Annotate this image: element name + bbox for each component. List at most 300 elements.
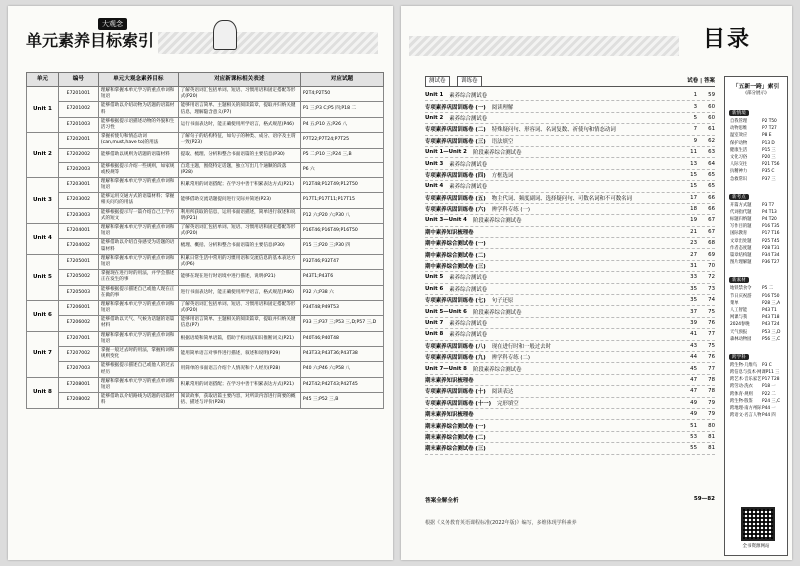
index-item-ref: P44 一 — [762, 406, 776, 411]
toc-paper-page: 39 — [690, 320, 697, 326]
toc-entry-label: 专项素养巩固训练卷 (五) — [425, 195, 486, 202]
toc-answer-page: 59 — [708, 92, 715, 99]
toc-paper-page: 5 — [693, 114, 697, 121]
toc-entry[interactable] — [425, 443, 715, 454]
qr-caption: 全书资源网站 — [742, 544, 770, 549]
items-cell: P43T1;P43T6 — [300, 270, 383, 285]
goal-cell: 理解和掌握本单元学习的重点单词和短语 — [98, 300, 178, 315]
toc-paper-page: 35 — [690, 297, 697, 304]
toc-entry[interactable] — [425, 409, 715, 420]
toc-entry[interactable] — [425, 101, 715, 112]
index-item — [725, 125, 787, 132]
toc-entry-label: Unit 5—Unit 6 — [425, 308, 467, 315]
toc-entry-label: Unit 1—Unit 2 — [425, 149, 467, 156]
unit-cell: Unit 8 — [27, 377, 59, 408]
toc-entry-title: 阅读表达 — [491, 389, 514, 396]
index-item-name: 菜单 — [730, 300, 739, 306]
toc-entry-label: Unit 6 — [425, 285, 444, 292]
code-cell: E7204002 — [58, 239, 98, 254]
index-item-name: 森林动物园 — [730, 336, 752, 342]
index-item-ref: P28 三,A — [762, 300, 781, 306]
index-item-name: 急救常识 — [730, 176, 748, 182]
goal-cell: 能够根据提示描述自己或他人的过去经历 — [98, 362, 178, 377]
index-item — [725, 398, 787, 405]
toc-answer-page: 74 — [708, 297, 715, 304]
toc-paper-page: 7 — [693, 126, 697, 133]
toc-entry-label: 专项素养巩固训练卷 (九) — [425, 355, 486, 362]
index-item-name: 人际交往 — [730, 162, 748, 168]
index-item — [725, 147, 787, 154]
index-item — [725, 132, 787, 139]
index-item-ref: P36 T27 — [762, 260, 780, 266]
table-row — [27, 193, 384, 208]
toc-entry-title: 素养综合测试卷 — [449, 286, 488, 293]
toc-entry-label: Unit 1 — [425, 92, 444, 99]
toc-answer-page: 65 — [708, 183, 715, 190]
goal-cell: 理解和掌握本单元学习的重点单词和短语 — [98, 224, 178, 239]
table-row — [27, 285, 384, 300]
index-item-name: 跨艺术·音乐家艺 — [730, 377, 762, 383]
index-item-ref: P5 二 — [762, 286, 773, 292]
goal-cell: 理解和掌握本单元学习的重点单词和短语 — [98, 377, 178, 392]
index-item — [725, 285, 787, 292]
index-item-ref: P17 T16 — [762, 231, 780, 237]
index-item-name: 跨地理·南方州际 — [730, 406, 762, 411]
toc-entry[interactable] — [425, 386, 715, 397]
toc-entry-label: Unit 2 — [425, 114, 444, 121]
toc-entry-label: 期中素养知识梳理卷 — [425, 229, 474, 236]
standard-cell: 用简单的书面语言介绍个人情况和个人经历(P28) — [178, 362, 300, 377]
index-item-name: 跨语文·名言人物 — [730, 413, 762, 419]
index-item — [725, 307, 787, 314]
toc-answer-page: 76 — [708, 320, 715, 326]
index-item-ref: P24 三,C — [762, 398, 781, 404]
toc-paper-page: 15 — [690, 183, 697, 190]
index-item-ref: P28 T31 — [762, 245, 780, 251]
toc-paper-page: 53 — [690, 433, 697, 440]
toc-entry-label: 专项素养巩固训练卷 (一) — [425, 104, 486, 111]
toc-entry[interactable] — [425, 295, 715, 306]
index-item — [725, 329, 787, 336]
items-cell: P33 三;P37 三;P53 三,D;P57 三,D — [300, 316, 383, 331]
index-item-name: 作者态度题 — [730, 245, 752, 251]
standard-cell: 积累常用的词语搭配；在学习中善于积累表达方式(P21) — [178, 177, 300, 192]
items-cell: P2T4;P2T50 — [300, 87, 383, 102]
standard-cell: 运行书面表达时，能正确使用所学语言，格式规范(P46) — [178, 117, 300, 132]
toc-entry[interactable] — [425, 329, 715, 340]
index-item-name: 2024春晚 — [730, 322, 750, 328]
code-cell: E7201003 — [58, 117, 98, 132]
toc-entry-label: Unit 7 — [425, 320, 444, 326]
items-cell: P42T42;P42T43;P42T45 — [300, 377, 383, 392]
index-item — [725, 336, 787, 343]
toc-entry-label: Unit 4 — [425, 183, 444, 190]
toc-entry[interactable] — [425, 341, 715, 352]
unit-cell: Unit 3 — [27, 177, 59, 223]
toc-paper-page: 9 — [693, 137, 697, 144]
standard-cell: 能够用语言简单、主题相关的阅读篇章，提取并归纳关键信息，理解隐含意义(P7) — [178, 102, 300, 117]
toc-entry[interactable] — [425, 90, 715, 101]
table-row — [27, 148, 384, 162]
toc-entry-label: 期末素养综合测试卷 (一) — [425, 423, 486, 430]
index-item-ref: P4 T13 — [762, 209, 777, 215]
toc-answer-page: 67 — [708, 228, 715, 235]
toc-answer-page: 66 — [708, 206, 715, 213]
toc-entry[interactable] — [425, 261, 715, 272]
toc-paper-page: 44 — [690, 354, 697, 361]
toc-answer-page: 67 — [708, 217, 715, 224]
standard-cell: 了解英语词汇包括单词、短语、习惯用语和固定搭配等形式(P20) — [178, 300, 300, 315]
toc-paper-page: 37 — [690, 308, 697, 315]
toc-entry[interactable] — [425, 398, 715, 409]
table-row — [27, 393, 384, 408]
index-item — [725, 168, 787, 175]
toc-list — [425, 90, 715, 455]
code-cell: E7203002 — [58, 193, 98, 208]
index-section-tag: 跨学科 — [729, 354, 749, 360]
unit-cell: Unit 7 — [27, 331, 59, 377]
footnote: 根据《义务教育英语课程标准(2022年版)》编写，多维体现学科素养 — [425, 520, 577, 526]
toc-entry[interactable] — [425, 363, 715, 374]
goal-cell: 能够借助以介绍动物为话题的语篇材料 — [98, 102, 178, 117]
index-item-ref: P43 T1 — [762, 307, 777, 313]
index-item-ref: P17 T28 — [762, 377, 780, 383]
toc-entry-label: 期中素养综合测试卷 (二) — [425, 252, 486, 259]
index-item — [725, 376, 787, 383]
toc-entry[interactable] — [425, 238, 715, 249]
index-item — [725, 391, 787, 398]
goal-cell: 能够运用交通方式的语篇材料；掌握相关问句的用法 — [98, 193, 178, 208]
left-header — [8, 6, 393, 68]
items-cell: P15 三;P20 三;P30 四 — [300, 239, 383, 254]
toc-answer-page: 81 — [708, 445, 715, 452]
toc-entry-title: 物主代词、频度副词、选择疑问句、可数名词和不可数名词 — [491, 195, 632, 202]
index-item-name: 跨劳动·洗衣 — [730, 384, 753, 390]
qr-code-icon[interactable] — [741, 507, 775, 541]
toc-entry-title: 素养综合测试卷 — [449, 275, 488, 282]
toc-entry-title: 素养综合测试卷 — [449, 321, 488, 327]
toc-entry[interactable] — [425, 204, 715, 215]
toc-paper-page: 51 — [690, 422, 697, 429]
index-section-tag: 新素材 — [729, 277, 749, 283]
toc-answer-page: 66 — [708, 194, 715, 201]
index-item-name: 健康生活 — [730, 147, 748, 153]
items-cell: P1 三;P3 C;P5 四;P18 二 — [300, 102, 383, 117]
col-paper-answer: 试卷 | 答案 — [687, 78, 715, 84]
tab-tests: 测试卷 — [425, 76, 450, 86]
goal-cell: 能够借助以规则为话题的语篇材料 — [98, 148, 178, 162]
answer-pages: 59—82 — [693, 496, 715, 502]
toc-entry[interactable] — [425, 249, 715, 260]
contents-title: 目录 — [703, 26, 752, 52]
toc-paper-page: 23 — [690, 240, 697, 247]
index-item — [725, 140, 787, 147]
toc-paper-page: 47 — [690, 376, 697, 383]
index-item — [725, 216, 787, 223]
index-item — [725, 259, 787, 266]
target-index-table — [26, 72, 384, 409]
table-body — [27, 87, 384, 409]
toc-entry[interactable] — [425, 352, 715, 363]
toc-entry-label: 专项素养巩固训练卷 (三) — [425, 138, 486, 145]
goal-cell: 掌握祈使句和情态动词(can,must,have to)的用法 — [98, 133, 178, 148]
index-item-name: 跨信息与技术·网课 — [730, 370, 766, 376]
standard-cell: 能够用语言简单、主题相关的阅读篇章，提取并归纳关键信息(P7) — [178, 316, 300, 331]
index-item-ref: P16 T50 — [762, 293, 780, 299]
index-item-ref: P25 T45 — [762, 238, 780, 244]
index-item-name: 温室效应 — [730, 133, 748, 139]
toc-entry[interactable] — [425, 318, 715, 329]
toc-entry-label: 期中素养综合测试卷 (三) — [425, 264, 486, 271]
standard-cell: 自选主题，围绕特定话题，独立写出几个通顺的段落(P28) — [178, 162, 300, 177]
index-item — [725, 154, 787, 161]
index-item — [725, 300, 787, 307]
table-row — [27, 102, 384, 117]
index-item-name: 标题归纳题 — [730, 217, 752, 223]
code-cell: E7201001 — [58, 87, 98, 102]
toc-entry-label: Unit 7—Unit 8 — [425, 365, 467, 372]
page-title: 单元素养目标索引 — [26, 31, 155, 50]
toc-paper-page: 17 — [690, 194, 697, 201]
toc-answer-page: 63 — [708, 149, 715, 156]
index-item-name: 网课与我 — [730, 315, 748, 321]
code-cell: E7206002 — [58, 316, 98, 331]
toc-entry[interactable] — [425, 215, 715, 226]
index-item — [725, 252, 787, 259]
toc-paper-page: 41 — [690, 331, 697, 338]
goal-cell: 理解和掌握本单元学习的重点单词和短语 — [98, 177, 178, 192]
standard-cell: 根据语境和简单语篇，借助于构词法知识推断词义(P21) — [178, 331, 300, 346]
goal-cell: 理解和掌握本单元学习的重点单词和短语 — [98, 254, 178, 269]
toc-answer-page: 81 — [708, 433, 715, 440]
index-item-ref: P21 T56 — [762, 162, 780, 168]
toc-paper-page: 11 — [690, 149, 697, 156]
index-item — [725, 321, 787, 328]
toc-answer-page: 79 — [708, 399, 715, 406]
index-item — [725, 118, 787, 125]
code-cell: E7203001 — [58, 177, 98, 192]
index-item-name: 抗精神力 — [730, 169, 748, 175]
table-row — [27, 162, 384, 177]
toc-paper-page: 3 — [693, 103, 697, 110]
index-item-ref: P18 一 — [762, 384, 776, 390]
items-cell: P40T46;P40T48 — [300, 331, 383, 346]
toc-entry[interactable] — [425, 147, 715, 158]
code-cell: E7202003 — [58, 162, 98, 177]
goal-cell: 能够借助以介绍路线为话题的语篇材料 — [98, 393, 178, 408]
toc-answer-page: 72 — [708, 274, 715, 281]
table-row — [27, 362, 384, 377]
index-item-ref: P20 三 — [762, 154, 776, 160]
standard-cell: 进行书面表达时，能正确使用所学语言，格式规范(P46) — [178, 285, 300, 300]
toc-answer-page: 79 — [708, 411, 715, 418]
toc-answer-page: 60 — [708, 103, 715, 110]
table-row — [27, 239, 384, 254]
index-item-name: 人工智能 — [730, 307, 748, 313]
table-row — [27, 316, 384, 331]
col-standard: 对应新课标相关表述 — [178, 73, 300, 87]
items-cell: P32 六;P38 六 — [300, 285, 383, 300]
toc-entry-label: Unit 3—Unit 4 — [425, 217, 467, 224]
col-unit: 单元 — [27, 73, 59, 87]
index-item-name: 文章出处题 — [730, 238, 752, 244]
toc-paper-page: 1 — [693, 92, 697, 99]
items-cell: P17T1;P17T11;P17T15 — [300, 193, 383, 208]
code-cell: E7207003 — [58, 362, 98, 377]
toc-answer-page: 75 — [708, 308, 715, 315]
toc-answer-page: 77 — [708, 365, 715, 372]
table-row — [27, 300, 384, 315]
index-item-ref: P3 T7 — [762, 202, 775, 208]
toc-answer-page: 80 — [708, 422, 715, 429]
index-item — [725, 369, 787, 376]
items-cell: P16T46;P16T49;P16T50 — [300, 224, 383, 239]
code-cell: E7205003 — [58, 285, 98, 300]
goal-cell: 能够借助以介绍自身感受为话题的语篇材料 — [98, 239, 178, 254]
toc-entry[interactable] — [425, 181, 715, 192]
answer-label: 答案全解全析 — [425, 498, 459, 504]
toc-entry-title: 方框选词 — [491, 172, 514, 179]
index-item — [725, 238, 787, 245]
toc-answer-page: 62 — [708, 137, 715, 144]
toc-paper-page: 45 — [690, 365, 697, 372]
toc-paper-page: 27 — [690, 251, 697, 258]
code-cell: E7202001 — [58, 133, 98, 148]
toc-answer-page: 61 — [708, 126, 715, 133]
index-item-ref: P16 T35 — [762, 224, 780, 230]
index-item-name: 写作目的题 — [730, 224, 752, 230]
toc-entry-label: 专项素养巩固训练卷 (四) — [425, 172, 486, 179]
toc-paper-page: 19 — [690, 217, 697, 224]
index-item-ref: P43 T24 — [762, 322, 780, 328]
toc-entry-title: 素养综合测试卷 — [449, 184, 488, 191]
toc-paper-page: 55 — [690, 445, 697, 452]
toc-paper-page: 18 — [690, 206, 697, 213]
table-row — [27, 133, 384, 148]
toc-entry[interactable] — [425, 284, 715, 295]
toc-answer-page: 73 — [708, 285, 715, 292]
items-cell: P12 六;P20 六;P30 八 — [300, 208, 383, 223]
toc-entry-title: 辨学科专练 (二) — [491, 355, 530, 362]
toc-entry[interactable] — [425, 420, 715, 431]
unit-cell: Unit 2 — [27, 133, 59, 178]
index-item-name: 跨生物·几维鸟 — [730, 362, 758, 368]
items-cell: P12T48;P12T49;P12T50 — [300, 177, 383, 192]
toc-entry-label: 专项素养巩固训练卷 (二) — [425, 127, 486, 134]
answer-row — [425, 496, 715, 504]
index-item-ref: P44 四 — [762, 413, 776, 419]
toc-paper-page: 33 — [690, 274, 697, 281]
toc-entry[interactable] — [425, 306, 715, 317]
toc-entry-title: 阶段素养综合测试卷 — [472, 150, 522, 157]
items-cell: P45 三;P52 三,B — [300, 393, 383, 408]
index-item — [725, 412, 787, 419]
toc-entry-label: Unit 5 — [425, 274, 444, 281]
toc-entry-label: 期末素养综合测试卷 (二) — [425, 434, 486, 441]
toc-entry[interactable] — [425, 158, 715, 169]
toc-entry[interactable] — [425, 193, 715, 204]
items-cell: P34T48;P49T53 — [300, 300, 383, 315]
table-row — [27, 254, 384, 269]
toc-entry-title: 阶段素养综合测试卷 — [472, 366, 522, 373]
toc-entry[interactable] — [425, 227, 715, 238]
left-page — [8, 6, 393, 560]
code-cell: E7205001 — [58, 254, 98, 269]
toc-entry-title: 阶段素养综合测试卷 — [472, 218, 522, 225]
index-item — [725, 230, 787, 237]
index-item — [725, 293, 787, 300]
goal-cell: 理解和掌握本单元学习的重点单词和短语 — [98, 87, 178, 102]
index-section-tag: 新考点 — [729, 194, 749, 200]
standard-cell: 了解英语词汇包括单词、短语、习惯用语和固定搭配等形式(P20) — [178, 224, 300, 239]
index-item-ref: P53 三,D — [762, 329, 781, 335]
goal-cell: 掌握一般过去时的用法，掌握构词和规则变化 — [98, 347, 178, 362]
index-item — [725, 314, 787, 321]
index-item-ref: P43 T18 — [762, 315, 780, 321]
index-item-name: 自我管理 — [730, 119, 748, 124]
toc-paper-page: 43 — [690, 342, 697, 349]
toc-entry[interactable] — [425, 170, 715, 181]
toc-entry[interactable] — [425, 124, 715, 135]
table-row — [27, 208, 384, 223]
toc-entry[interactable] — [425, 272, 715, 283]
toc-entry-label: 专项素养巩固训练卷 (十一) — [425, 400, 492, 407]
index-item-ref: P2 T50 — [762, 119, 777, 124]
goal-cell: 能够借助以天气、气候为话题的语篇材料 — [98, 316, 178, 331]
code-cell: E7204001 — [58, 224, 98, 239]
toc-entry-title: 语法填空 — [491, 138, 514, 145]
standard-cell: 梳理、概括、分析和整合书面语篇的主要信息(P30) — [178, 239, 300, 254]
col-items: 对应试题 — [300, 73, 383, 87]
toc-entry-label: 专项素养巩固训练卷 (八) — [425, 343, 486, 350]
goal-cell: 掌握现在进行时的用法，并学会描述正在发生的事 — [98, 270, 178, 285]
toc-paper-page: 49 — [690, 411, 697, 418]
index-item-name: 国际教育 — [730, 231, 748, 237]
toc-entry[interactable] — [425, 113, 715, 124]
code-cell: E7202002 — [58, 148, 98, 162]
toc-paper-page: 31 — [690, 263, 697, 270]
index-item — [725, 209, 787, 216]
tab-drills: 训练卷 — [457, 76, 482, 86]
table-row — [27, 224, 384, 239]
index-item-ref: P37 三 — [762, 176, 776, 182]
col-goal: 单元大观念素养目标 — [98, 73, 178, 87]
index-body — [725, 99, 787, 419]
toc-entry[interactable] — [425, 136, 715, 147]
index-item-ref: P13 D — [762, 140, 775, 146]
items-cell: P43T33;P43T36;P43T38 — [300, 347, 383, 362]
toc-entry[interactable] — [425, 375, 715, 386]
unit-cell: Unit 4 — [27, 224, 59, 255]
index-item — [725, 161, 787, 168]
index-item-name: 保护动物 — [730, 140, 748, 146]
index-item — [725, 202, 787, 209]
toc-answer-page: 75 — [708, 342, 715, 349]
toc-entry[interactable] — [425, 432, 715, 443]
index-item-ref: P35 C — [762, 169, 775, 175]
index-item-ref: P3 C — [762, 362, 772, 368]
code-cell: E7206001 — [58, 300, 98, 315]
table-row — [27, 117, 384, 132]
index-item-ref: P8 E — [762, 133, 772, 139]
goal-cell: 能够根据提示写一篇介绍自己上学方式的短文 — [98, 208, 178, 223]
toc-entry-label: 期中素养综合测试卷 (一) — [425, 241, 486, 248]
standard-cell: 提取、梳理、分析和整合书面语篇的主要信息(P30) — [178, 148, 300, 162]
toc-paper-page: 21 — [690, 228, 697, 235]
index-item — [725, 405, 787, 412]
toc-tabs — [425, 76, 715, 87]
table-row — [27, 331, 384, 346]
